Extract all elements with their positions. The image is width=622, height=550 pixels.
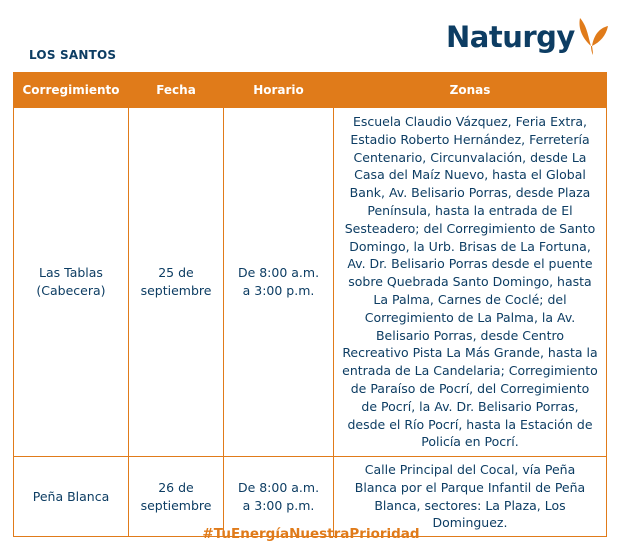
logo-wordmark: Naturgy [446, 20, 575, 54]
naturgy-logo [446, 16, 611, 64]
cell-corregimiento: Las Tablas (Cabecera) [14, 108, 129, 457]
cell-corregimiento: Peña Blanca [14, 457, 129, 537]
cell-fecha: 25 de septiembre [129, 108, 224, 457]
schedule-table [13, 72, 607, 537]
column-header-zonas: Zonas [334, 73, 607, 108]
cell-zonas: Escuela Claudio Vázquez, Feria Extra, Estadio Roberto Hernández, Ferretería Centenario, Circunvalación, desde La Casa del Maíz Nuevo, hasta el Global Bank, Av. Belisario Porras, desde Plaza Península, hasta la entrada de El Sesteadero; del Corregimiento de Santo Domingo, la Urb. Brisas de La Fortuna, Av. Dr. Belisario Porras desde el puente sobre Quebrada Santo Domingo, hasta La Palma, Carnes de Coclé; del Corregimiento de La Palma, la Av. Belisario Porras, desde Centro Recreativo Pista La Más Grande, hasta la entrada de La Candelaria; Corregimiento de Paraíso de Pocrí, del Corregimiento de Pocrí, la Av. Dr. Belisario Porras, desde el Río Pocrí, hasta la Estación de Policía en Pocrí. [334, 108, 607, 457]
region-title: LOS SANTOS [29, 48, 117, 62]
column-header-horario: Horario [224, 73, 334, 108]
table-header-row [14, 73, 607, 108]
column-header-corregimiento: Corregimiento [14, 73, 129, 108]
naturgy-butterfly-icon [574, 16, 610, 56]
cell-horario: De 8:00 a.m. a 3:00 p.m. [224, 457, 334, 537]
cell-fecha: 26 de septiembre [129, 457, 224, 537]
hashtag: #TuEnergíaNuestraPrioridad [202, 526, 420, 542]
column-header-fecha: Fecha [129, 73, 224, 108]
cell-zonas: Calle Principal del Cocal, vía Peña Blanca por el Parque Infantil de Peña Blanca, sectores: La Plaza, Los Dominguez. [334, 457, 607, 537]
table-row [14, 108, 607, 457]
cell-horario: De 8:00 a.m. a 3:00 p.m. [224, 108, 334, 457]
table-row [14, 457, 607, 537]
